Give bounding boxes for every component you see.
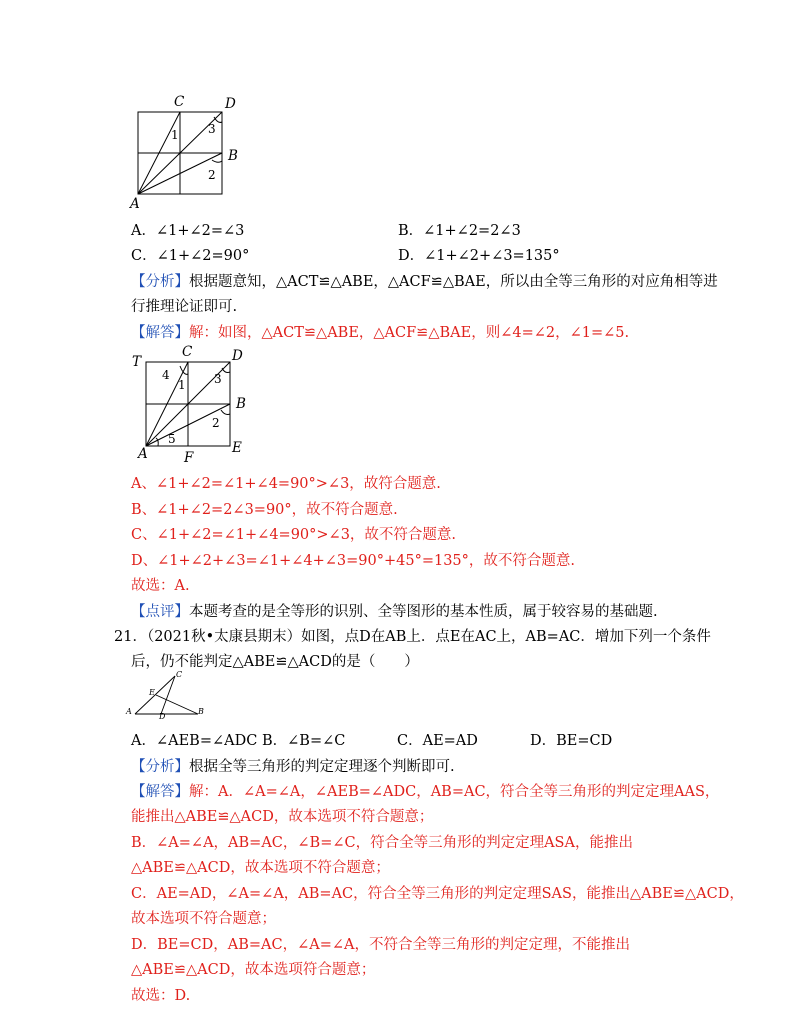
q21-answer-a-line-2: 能推出△ABE≌△ACD，故本选项不符合题意； bbox=[131, 809, 434, 825]
fig2-label-f: F bbox=[184, 450, 194, 466]
q20-comment-text: 本题考查的是全等形的识别、全等图形的基本性质，属于较容易的基础题. bbox=[189, 604, 658, 620]
q20-option-d: D．∠1+∠2+∠3=135° bbox=[398, 248, 560, 264]
q21-stem-line-1: 21．（2021秋•太康县期末）如图，点D在AB上．点E在AC上，AB=AC．增加下列一个条件 bbox=[114, 629, 711, 645]
q20-analysis-line-2: 行推理论证即可. bbox=[131, 299, 238, 315]
q21-option-a: A．∠AEB=∠ADC bbox=[131, 733, 258, 749]
fig1-label-a: A bbox=[130, 196, 140, 212]
fig2-angle-2: 2 bbox=[212, 416, 220, 430]
figure-3 bbox=[126, 670, 210, 722]
q21-stem-line-2: 后，仍不能判定△ABE≌△ACD的是（ ） bbox=[131, 654, 419, 670]
q20-answer-a: A、∠1+∠2=∠1+∠4=90°>∠3，故符合题意. bbox=[131, 476, 441, 492]
q20-choice: 故选：A. bbox=[131, 578, 190, 594]
fig1-angle-2: 2 bbox=[208, 168, 216, 182]
q21-choice: 故选：D. bbox=[131, 988, 191, 1004]
q21-answer-tag: 【解答】 bbox=[131, 784, 189, 800]
fig3-label-d: D bbox=[159, 712, 166, 721]
fig2-label-t: T bbox=[132, 354, 142, 370]
fig3-label-c: C bbox=[176, 670, 183, 679]
q20-answer-tag: 【解答】 bbox=[131, 325, 189, 341]
q21-analysis-tag: 【分析】 bbox=[131, 759, 189, 775]
q20-analysis-line-1 bbox=[131, 272, 718, 292]
q21-answer-d-line-2: △ABE≌△ACD，故本选项符合题意； bbox=[131, 962, 376, 978]
q21-option-c: C．AE=AD bbox=[397, 733, 478, 749]
q21-answer-a-text: 解：A．∠A=∠A，∠AEB=∠ADC，AB=AC，符合全等三角形的判定定理AAS， bbox=[189, 784, 720, 800]
q20-comment-tag: 【点评】 bbox=[131, 604, 189, 620]
q21-answer-b-line-2: △ABE≌△ACD，故本选项不符合题意； bbox=[131, 860, 390, 876]
q21-answer-a-line-1 bbox=[131, 782, 719, 802]
fig2-angle-5: 5 bbox=[168, 432, 176, 446]
fig1-label-c: C bbox=[174, 94, 185, 110]
fig3-label-a: A bbox=[126, 707, 132, 716]
fig2-angle-4: 4 bbox=[162, 368, 170, 382]
q20-option-c: C．∠1+∠2=90° bbox=[131, 248, 250, 264]
figure-1 bbox=[128, 92, 248, 216]
fig1-angle-1: 1 bbox=[171, 128, 179, 142]
q21-analysis-text: 根据全等三角形的判定定理逐个判断即可. bbox=[189, 759, 455, 775]
q21-option-d: D．BE=CD bbox=[530, 733, 613, 749]
figure-2 bbox=[128, 344, 258, 468]
fig2-label-e: E bbox=[232, 440, 242, 456]
q20-answer-c: C、∠1+∠2=∠1+∠4=90°>∠3，故不符合题意. bbox=[131, 527, 457, 543]
q20-analysis-tag: 【分析】 bbox=[131, 274, 189, 290]
fig2-angle-1: 1 bbox=[178, 378, 186, 392]
fig2-label-b: B bbox=[236, 396, 246, 412]
q21-answer-c-line-1: C．AE=AD，∠A=∠A，AB=AC，符合全等三角形的判定定理SAS，能推出△ABE≌△ACD， bbox=[131, 886, 744, 902]
q20-answer-d: D、∠1+∠2+∠3=∠1+∠4+∠3=90°+45°=135°，故不符合题意. bbox=[131, 553, 576, 569]
q20-answer-intro bbox=[131, 323, 629, 343]
q20-comment bbox=[131, 602, 658, 622]
q21-answer-b-line-1: B．∠A=∠A，AB=AC，∠B=∠C，符合全等三角形的判定定理ASA，能推出 bbox=[131, 835, 633, 851]
q20-analysis-text: 根据题意知，△ACT≌△ABE，△ACF≌△BAE，所以由全等三角形的对应角相等进 bbox=[189, 274, 718, 290]
fig3-label-b: B bbox=[198, 707, 204, 716]
fig3-label-e: E bbox=[149, 688, 155, 697]
q20-option-b: B．∠1+∠2=2∠3 bbox=[398, 223, 521, 239]
fig2-angle-3: 3 bbox=[214, 372, 222, 386]
q20-option-a: A．∠1+∠2=∠3 bbox=[131, 223, 245, 239]
q21-option-b: B．∠B=∠C bbox=[262, 733, 346, 749]
fig1-label-b: B bbox=[228, 148, 238, 164]
q20-answer-text: 解：如图，△ACT≌△ABE，△ACF≌△BAE，则∠4=∠2，∠1=∠5. bbox=[189, 325, 630, 341]
fig2-label-a: A bbox=[138, 446, 148, 462]
fig1-angle-3: 3 bbox=[208, 122, 216, 136]
fig1-label-d: D bbox=[225, 96, 236, 112]
fig2-label-d: D bbox=[232, 348, 243, 364]
q21-analysis bbox=[131, 757, 455, 777]
fig2-label-c: C bbox=[182, 344, 193, 360]
q21-answer-c-line-2: 故本选项不符合题意； bbox=[131, 911, 276, 927]
q20-answer-b: B、∠1+∠2=2∠3=90°，故不符合题意. bbox=[131, 502, 398, 518]
q21-answer-d-line-1: D．BE=CD，AB=AC，∠A=∠A，不符合全等三角形的判定定理，不能推出 bbox=[131, 937, 630, 953]
